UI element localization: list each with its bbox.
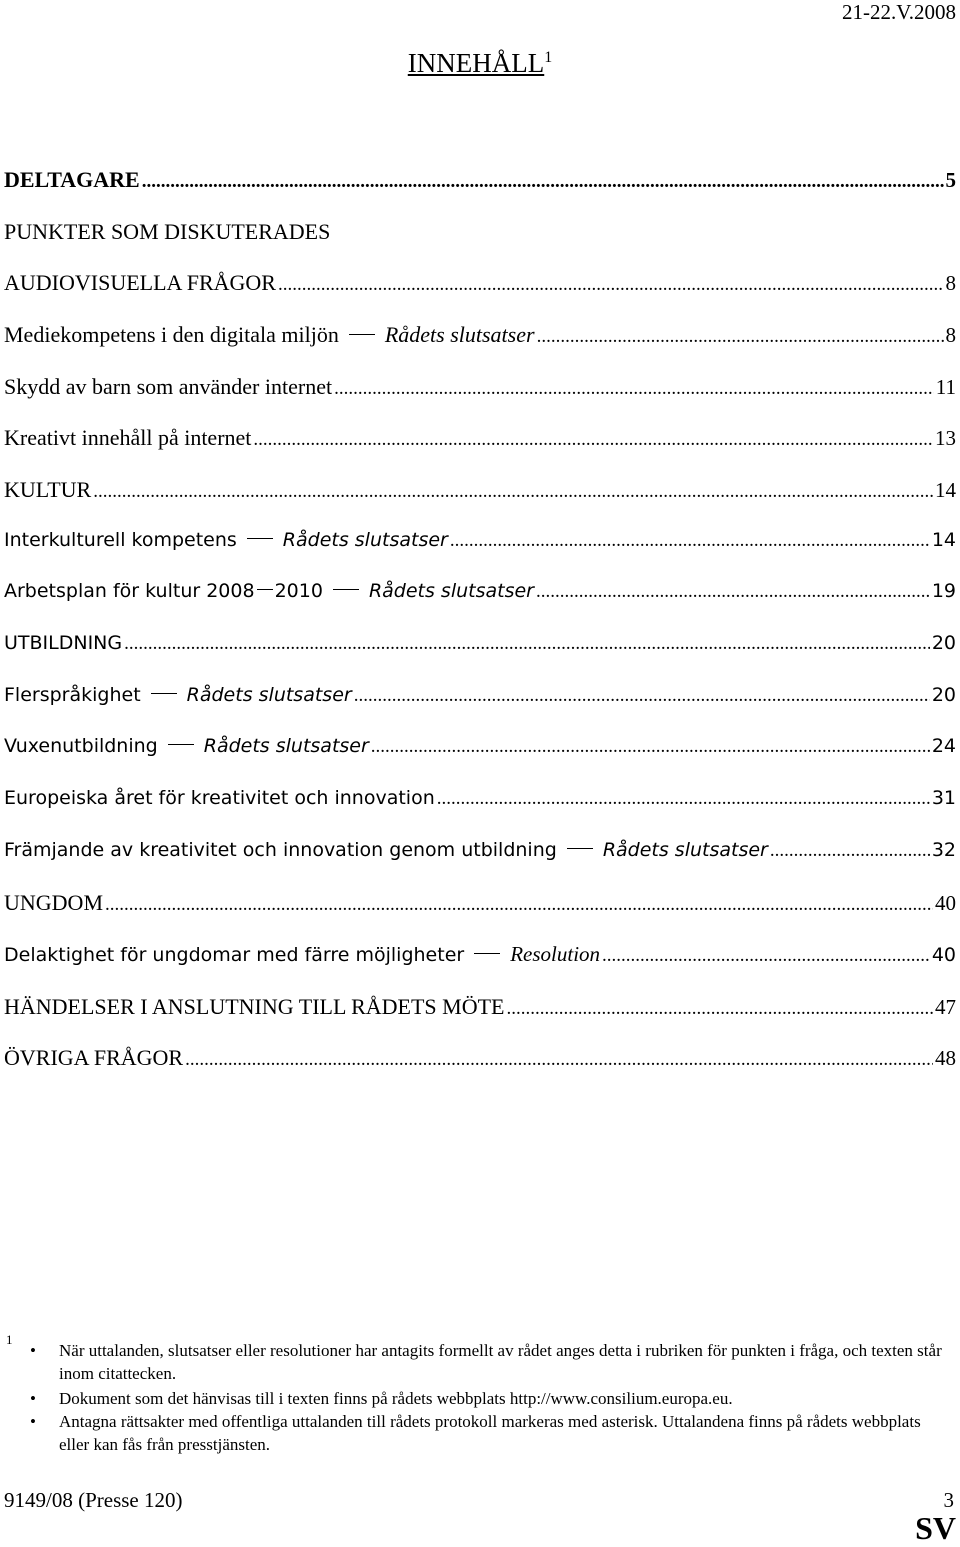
bullet-icon: • bbox=[30, 1389, 36, 1408]
bullet-icon: • bbox=[30, 1341, 36, 1360]
dash-separator bbox=[151, 693, 177, 694]
toc-leader bbox=[253, 429, 933, 451]
footnote-marker: 1 bbox=[6, 1332, 13, 1347]
toc-page-number: 5 bbox=[945, 168, 956, 192]
page-title bbox=[0, 48, 960, 79]
toc-label: Flerspråkighet Rådets slutsatser bbox=[4, 684, 352, 706]
dash-separator bbox=[333, 589, 359, 590]
dash-separator bbox=[247, 538, 273, 539]
toc-entry-deltagare[interactable] bbox=[4, 167, 956, 197]
footnote-item bbox=[30, 1339, 955, 1385]
toc-entry-europeiska[interactable] bbox=[4, 787, 956, 817]
title-text: INNEHÅLL bbox=[407, 48, 545, 78]
toc-label: PUNKTER SOM DISKUTERADES bbox=[4, 219, 331, 244]
toc-page-number: 20 bbox=[931, 632, 956, 654]
toc-page-number: 11 bbox=[935, 375, 956, 399]
toc-entry-arbetsplan[interactable] bbox=[4, 580, 956, 610]
toc-leader bbox=[185, 1049, 933, 1071]
toc-entry-interkulturell[interactable] bbox=[4, 529, 956, 559]
toc-label: Kreativt innehåll på internet bbox=[4, 425, 252, 450]
document-reference: 9149/08 (Presse 120) bbox=[4, 1488, 183, 1512]
toc-entry-punkter bbox=[4, 219, 956, 249]
toc-leader bbox=[506, 998, 933, 1020]
page-number: 3 bbox=[943, 1488, 954, 1512]
toc-label: Arbetsplan för kultur 2008 2010 Rådets slutsatser bbox=[4, 580, 534, 602]
toc-entry-kultur[interactable] bbox=[4, 477, 956, 507]
toc-leader bbox=[105, 894, 933, 916]
toc-entry-framjande[interactable] bbox=[4, 839, 956, 869]
toc-entry-utbildning[interactable] bbox=[4, 632, 956, 662]
toc-entry-ungdom[interactable] bbox=[4, 890, 956, 920]
toc-entry-audiovisuella[interactable] bbox=[4, 270, 956, 300]
toc-page-number: 40 bbox=[931, 944, 956, 966]
toc-page-number: 31 bbox=[931, 787, 956, 809]
toc-label: HÄNDELSER I ANSLUTNING TILL RÅDETS MÖTE bbox=[4, 994, 505, 1019]
toc-label: Mediekompetens i den digitala miljön Rådets slutsatser bbox=[4, 322, 535, 347]
toc-label: Vuxenutbildning Rådets slutsatser bbox=[4, 735, 369, 757]
toc-page-number: 14 bbox=[931, 529, 956, 551]
dash-separator bbox=[474, 953, 500, 954]
toc-leader bbox=[93, 481, 933, 503]
toc-leader bbox=[537, 326, 944, 348]
toc-label: UNGDOM bbox=[4, 890, 103, 915]
bullet-icon: • bbox=[30, 1412, 36, 1431]
toc-label: Europeiska året för kreativitet och innovation bbox=[4, 787, 435, 809]
footnote-item bbox=[30, 1387, 955, 1410]
toc-label: Delaktighet för ungdomar med färre möjligheter Resolution bbox=[4, 942, 601, 966]
toc-page-number: 24 bbox=[931, 735, 956, 757]
toc-page-number: 47 bbox=[935, 995, 956, 1019]
dash-separator bbox=[257, 589, 273, 590]
footnote-text: När uttalanden, slutsatser eller resolutioner har antagits formellt av rådet anges detta i rubriken för punkten i fråga, och texten står inom citattecken. bbox=[59, 1341, 942, 1383]
toc-page-number: 32 bbox=[931, 839, 956, 861]
toc-leader bbox=[278, 274, 944, 296]
header-date: 21-22.V.2008 bbox=[842, 0, 956, 24]
toc-page-number: 8 bbox=[945, 271, 956, 295]
toc-leader bbox=[450, 530, 930, 552]
footnote-item bbox=[30, 1410, 955, 1456]
toc-label: Interkulturell kompetens Rådets slutsatser bbox=[4, 529, 448, 551]
dash-separator bbox=[349, 334, 375, 335]
dash-separator bbox=[168, 744, 194, 745]
toc-entry-ovriga[interactable] bbox=[4, 1045, 956, 1075]
toc-label: AUDIOVISUELLA FRÅGOR bbox=[4, 270, 276, 295]
toc-leader bbox=[371, 736, 930, 758]
toc-entry-flersprakighet[interactable] bbox=[4, 684, 956, 714]
toc-page-number: 20 bbox=[931, 684, 956, 706]
toc-leader bbox=[334, 378, 934, 400]
toc-entry-kreativt[interactable] bbox=[4, 425, 956, 455]
toc-entry-delaktighet[interactable] bbox=[4, 942, 956, 972]
toc-entry-skydd[interactable] bbox=[4, 374, 956, 404]
toc-page-number: 48 bbox=[935, 1046, 956, 1070]
toc-leader bbox=[437, 788, 930, 810]
toc-page-number: 40 bbox=[935, 891, 956, 915]
toc-leader bbox=[536, 581, 930, 603]
dash-separator bbox=[567, 848, 593, 849]
toc-page-number: 19 bbox=[931, 580, 956, 602]
footnote-text: Dokument som det hänvisas till i texten finns på rådets webbplats http://www.consilium.europa.eu. bbox=[59, 1389, 733, 1408]
toc-page-number: 13 bbox=[935, 426, 956, 450]
language-code: SV bbox=[915, 1510, 956, 1546]
toc-label: Skydd av barn som använder internet bbox=[4, 374, 333, 399]
toc-label: KULTUR bbox=[4, 477, 92, 502]
toc-label: DELTAGARE bbox=[4, 167, 140, 192]
toc-label: UTBILDNING bbox=[4, 632, 123, 654]
toc-leader bbox=[354, 685, 930, 707]
toc-entry-vuxenutbildning[interactable] bbox=[4, 735, 956, 765]
toc-leader bbox=[142, 171, 944, 193]
toc-label: Främjande av kreativitet och innovation genom utbildning Rådets slutsatser bbox=[4, 839, 768, 861]
title-footnote-ref[interactable]: 1 bbox=[544, 49, 553, 66]
toc-leader bbox=[770, 840, 930, 862]
toc-page-number: 8 bbox=[945, 323, 956, 347]
toc-label: ÖVRIGA FRÅGOR bbox=[4, 1045, 184, 1070]
toc-page-number: 14 bbox=[935, 478, 956, 502]
footnote-text: Antagna rättsakter med offentliga uttalanden till rådets protokoll markeras med asterisk. Uttalandena finns på rådets webbplats eller kan fås från presstjänsten. bbox=[59, 1412, 921, 1454]
toc-leader bbox=[602, 945, 930, 967]
toc-entry-handelser[interactable] bbox=[4, 994, 956, 1024]
toc-leader bbox=[124, 633, 930, 655]
toc-entry-mediekompetens[interactable] bbox=[4, 322, 956, 352]
